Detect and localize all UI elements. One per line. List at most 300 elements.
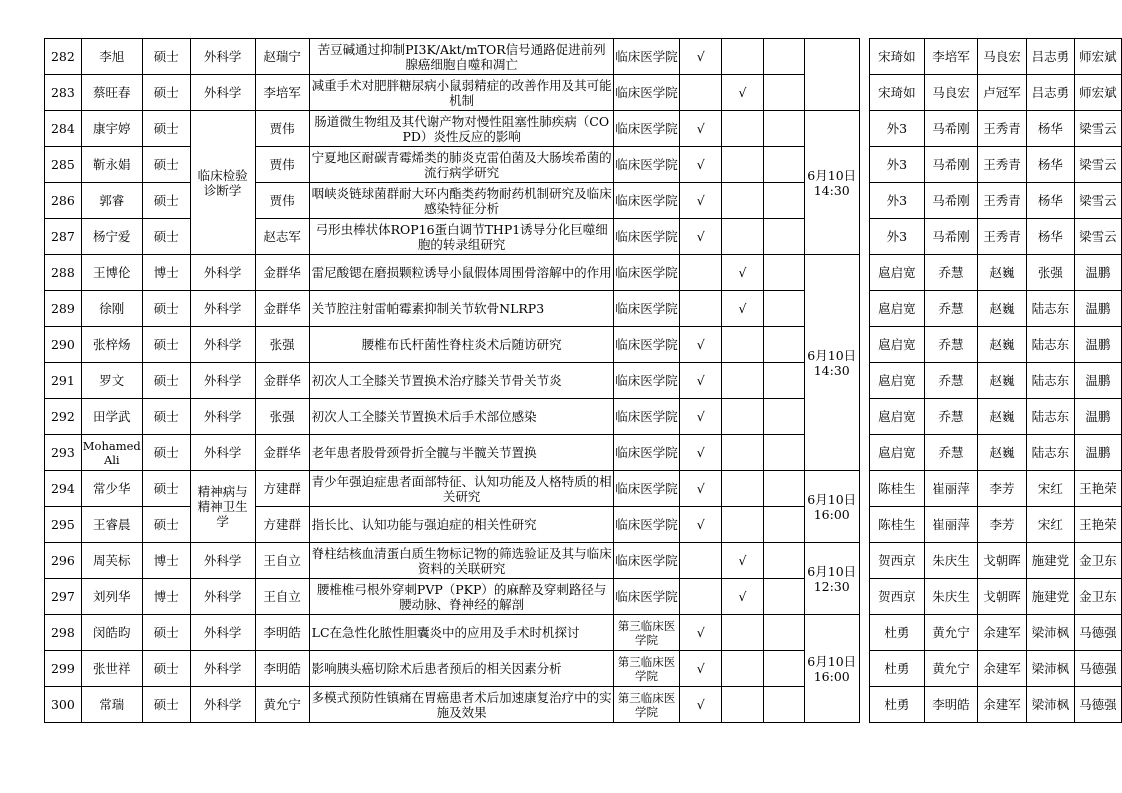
- major: 外科学: [190, 543, 255, 579]
- degree: 硕士: [142, 39, 190, 75]
- blank-cell: [763, 507, 804, 543]
- advisor: 李培军: [255, 75, 309, 111]
- committee-member: 李明皓: [924, 687, 977, 723]
- column-gap: [859, 39, 869, 75]
- committee-member: 梁雪云: [1074, 147, 1121, 183]
- thesis-title: 老年患者股骨颈骨折全髋与半髋关节置换: [309, 435, 613, 471]
- check-mark-a: √: [680, 471, 722, 507]
- check-mark-a: √: [680, 327, 722, 363]
- student-name: 郭睿: [81, 183, 142, 219]
- row-number: 294: [45, 471, 82, 507]
- check-mark-b: [722, 687, 763, 723]
- committee-member: 李芳: [978, 471, 1027, 507]
- major: 外科学: [190, 255, 255, 291]
- committee-member: 卢冠军: [978, 75, 1027, 111]
- college: 临床医学院: [613, 327, 680, 363]
- advisor: 金群华: [255, 363, 309, 399]
- major: 外科学: [190, 327, 255, 363]
- committee-member: 乔慧: [924, 435, 977, 471]
- degree: 硕士: [142, 471, 190, 507]
- check-mark-a: √: [680, 687, 722, 723]
- column-gap: [859, 579, 869, 615]
- check-mark-a: √: [680, 615, 722, 651]
- check-mark-a: √: [680, 183, 722, 219]
- committee-member: 赵巍: [978, 255, 1027, 291]
- degree: 硕士: [142, 615, 190, 651]
- committee-member: 温鹏: [1074, 327, 1121, 363]
- thesis-title: 初次人工全膝关节置换术治疗膝关节骨关节炎: [309, 363, 613, 399]
- student-name: 刘列华: [81, 579, 142, 615]
- column-gap: [859, 543, 869, 579]
- committee-chair: 扈启宽: [869, 291, 924, 327]
- committee-member: 赵巍: [978, 327, 1027, 363]
- committee-chair: 外3: [869, 183, 924, 219]
- major: 精神病与精神卫生学: [190, 471, 255, 543]
- committee-member: 崔丽萍: [924, 471, 977, 507]
- blank-cell: [763, 255, 804, 291]
- college: 临床医学院: [613, 543, 680, 579]
- college: 临床医学院: [613, 363, 680, 399]
- advisor: 王自立: [255, 579, 309, 615]
- advisor: 赵瑞宁: [255, 39, 309, 75]
- committee-member: 马良宏: [978, 39, 1027, 75]
- blank-cell: [763, 687, 804, 723]
- student-name: 田学武: [81, 399, 142, 435]
- advisor: 金群华: [255, 255, 309, 291]
- check-mark-b: √: [722, 543, 763, 579]
- blank-cell: [763, 147, 804, 183]
- committee-member: 马希刚: [924, 111, 977, 147]
- committee-chair: 杜勇: [869, 615, 924, 651]
- committee-member: 王秀青: [978, 183, 1027, 219]
- student-name: 李旭: [81, 39, 142, 75]
- column-gap: [859, 291, 869, 327]
- defense-schedule-table: [44, 38, 1122, 723]
- thesis-title: 肠道微生物组及其代谢产物对慢性阻塞性肺疾病（COPD）炎性反应的影响: [309, 111, 613, 147]
- committee-member: 马德强: [1074, 687, 1121, 723]
- row-number: 284: [45, 111, 82, 147]
- committee-member: 赵巍: [978, 291, 1027, 327]
- committee-chair: 贺西京: [869, 579, 924, 615]
- committee-member: 梁雪云: [1074, 219, 1121, 255]
- row-number: 290: [45, 327, 82, 363]
- major: 临床检验诊断学: [190, 111, 255, 255]
- student-name: 王博伦: [81, 255, 142, 291]
- advisor: 王自立: [255, 543, 309, 579]
- student-name: 罗文: [81, 363, 142, 399]
- check-mark-a: √: [680, 147, 722, 183]
- advisor: 李明皓: [255, 651, 309, 687]
- defense-time: 6月10日 16:00: [804, 471, 859, 543]
- college: 临床医学院: [613, 255, 680, 291]
- defense-time: 6月10日 16:00: [804, 615, 859, 723]
- check-mark-b: √: [722, 255, 763, 291]
- thesis-title: LC在急性化脓性胆囊炎中的应用及手术时机探讨: [309, 615, 613, 651]
- column-gap: [859, 327, 869, 363]
- thesis-title: 影响胰头癌切除术后患者预后的相关因素分析: [309, 651, 613, 687]
- table-row: [45, 471, 1122, 507]
- committee-member: 李芳: [978, 507, 1027, 543]
- committee-member: 马希刚: [924, 183, 977, 219]
- check-mark-a: [680, 579, 722, 615]
- committee-member: 陆志东: [1026, 435, 1074, 471]
- advisor: 金群华: [255, 291, 309, 327]
- check-mark-a: √: [680, 219, 722, 255]
- committee-member: 陆志东: [1026, 291, 1074, 327]
- thesis-title: 减重手术对肥胖糖尿病小鼠弱精症的改善作用及其可能机制: [309, 75, 613, 111]
- degree: 硕士: [142, 111, 190, 147]
- committee-member: 黄允宁: [924, 615, 977, 651]
- committee-member: 马德强: [1074, 651, 1121, 687]
- degree: 硕士: [142, 687, 190, 723]
- major: 外科学: [190, 363, 255, 399]
- degree: 硕士: [142, 75, 190, 111]
- table-row: [45, 255, 1122, 291]
- check-mark-b: √: [722, 291, 763, 327]
- table-row: [45, 687, 1122, 723]
- committee-member: 杨华: [1026, 147, 1074, 183]
- committee-member: 陆志东: [1026, 363, 1074, 399]
- degree: 博士: [142, 579, 190, 615]
- check-mark-a: √: [680, 399, 722, 435]
- college: 第三临床医学院: [613, 651, 680, 687]
- committee-member: 李培军: [924, 39, 977, 75]
- committee-member: 乔慧: [924, 291, 977, 327]
- committee-chair: 外3: [869, 147, 924, 183]
- row-number: 288: [45, 255, 82, 291]
- college: 临床医学院: [613, 579, 680, 615]
- check-mark-b: [722, 327, 763, 363]
- degree: 硕士: [142, 435, 190, 471]
- student-name: 康宇婷: [81, 111, 142, 147]
- committee-member: 黄允宁: [924, 651, 977, 687]
- advisor: 金群华: [255, 435, 309, 471]
- student-name: 常瑞: [81, 687, 142, 723]
- college: 临床医学院: [613, 219, 680, 255]
- check-mark-b: [722, 39, 763, 75]
- committee-member: 王秀青: [978, 111, 1027, 147]
- committee-chair: 外3: [869, 219, 924, 255]
- committee-chair: 扈启宽: [869, 363, 924, 399]
- committee-member: 余建军: [978, 615, 1027, 651]
- blank-cell: [763, 651, 804, 687]
- blank-cell: [763, 75, 804, 111]
- thesis-title: 宁夏地区耐碳青霉烯类的肺炎克雷伯菌及大肠埃希菌的流行病学研究: [309, 147, 613, 183]
- table-row: [45, 435, 1122, 471]
- table-row: [45, 39, 1122, 75]
- committee-member: 施建党: [1026, 579, 1074, 615]
- table-row: [45, 579, 1122, 615]
- committee-chair: 陈桂生: [869, 507, 924, 543]
- column-gap: [859, 183, 869, 219]
- committee-member: 宋红: [1026, 507, 1074, 543]
- college: 临床医学院: [613, 39, 680, 75]
- college: 临床医学院: [613, 507, 680, 543]
- committee-member: 朱庆生: [924, 579, 977, 615]
- committee-member: 杨华: [1026, 111, 1074, 147]
- column-gap: [859, 507, 869, 543]
- check-mark-b: √: [722, 579, 763, 615]
- college: 临床医学院: [613, 147, 680, 183]
- student-name: 王睿晨: [81, 507, 142, 543]
- committee-member: 赵巍: [978, 363, 1027, 399]
- advisor: 方建群: [255, 471, 309, 507]
- table-row: [45, 399, 1122, 435]
- advisor: 张强: [255, 327, 309, 363]
- college: 临床医学院: [613, 75, 680, 111]
- committee-chair: 扈启宽: [869, 435, 924, 471]
- degree: 硕士: [142, 363, 190, 399]
- column-gap: [859, 435, 869, 471]
- college: 临床医学院: [613, 399, 680, 435]
- blank-cell: [763, 615, 804, 651]
- row-number: 283: [45, 75, 82, 111]
- column-gap: [859, 219, 869, 255]
- committee-member: 王艳荣: [1074, 507, 1121, 543]
- advisor: 贾伟: [255, 183, 309, 219]
- column-gap: [859, 147, 869, 183]
- committee-member: 梁沛枫: [1026, 615, 1074, 651]
- blank-cell: [763, 543, 804, 579]
- row-number: 289: [45, 291, 82, 327]
- thesis-title: 弓形虫棒状体ROP16蛋白调节THP1诱导分化巨噬细胞的转录组研究: [309, 219, 613, 255]
- student-name: 徐刚: [81, 291, 142, 327]
- college: 第三临床医学院: [613, 615, 680, 651]
- row-number: 291: [45, 363, 82, 399]
- blank-cell: [763, 399, 804, 435]
- committee-member: 梁沛枫: [1026, 651, 1074, 687]
- major: 外科学: [190, 687, 255, 723]
- row-number: 298: [45, 615, 82, 651]
- row-number: 292: [45, 399, 82, 435]
- check-mark-b: [722, 183, 763, 219]
- check-mark-a: √: [680, 651, 722, 687]
- row-number: 296: [45, 543, 82, 579]
- committee-member: 马德强: [1074, 615, 1121, 651]
- committee-member: 乔慧: [924, 255, 977, 291]
- check-mark-b: [722, 471, 763, 507]
- column-gap: [859, 363, 869, 399]
- column-gap: [859, 687, 869, 723]
- advisor: 赵志军: [255, 219, 309, 255]
- check-mark-a: [680, 255, 722, 291]
- committee-chair: 扈启宽: [869, 399, 924, 435]
- committee-member: 马希刚: [924, 147, 977, 183]
- committee-member: 师宏斌: [1074, 39, 1121, 75]
- committee-chair: 扈启宽: [869, 255, 924, 291]
- check-mark-a: √: [680, 363, 722, 399]
- advisor: 张强: [255, 399, 309, 435]
- degree: 硕士: [142, 291, 190, 327]
- committee-chair: 陈桂生: [869, 471, 924, 507]
- row-number: 282: [45, 39, 82, 75]
- degree: 硕士: [142, 399, 190, 435]
- college: 临床医学院: [613, 111, 680, 147]
- student-name: 周芙标: [81, 543, 142, 579]
- row-number: 286: [45, 183, 82, 219]
- committee-member: 杨华: [1026, 183, 1074, 219]
- committee-member: 温鹏: [1074, 435, 1121, 471]
- check-mark-a: √: [680, 507, 722, 543]
- blank-cell: [763, 363, 804, 399]
- check-mark-b: [722, 651, 763, 687]
- degree: 硕士: [142, 219, 190, 255]
- check-mark-a: √: [680, 39, 722, 75]
- committee-member: 温鹏: [1074, 363, 1121, 399]
- committee-member: 金卫东: [1074, 579, 1121, 615]
- major: 外科学: [190, 579, 255, 615]
- major: 外科学: [190, 291, 255, 327]
- degree: 博士: [142, 255, 190, 291]
- row-number: 287: [45, 219, 82, 255]
- committee-member: 戈朝晖: [978, 543, 1027, 579]
- degree: 博士: [142, 543, 190, 579]
- committee-member: 梁雪云: [1074, 183, 1121, 219]
- student-name: 张梓炀: [81, 327, 142, 363]
- thesis-title: 青少年强迫症患者面部特征、认知功能及人格特质的相关研究: [309, 471, 613, 507]
- blank-cell: [763, 183, 804, 219]
- row-number: 293: [45, 435, 82, 471]
- thesis-title: 关节腔注射雷帕霉素抑制关节软骨NLRP3: [309, 291, 613, 327]
- advisor: 黄允宁: [255, 687, 309, 723]
- check-mark-b: [722, 399, 763, 435]
- college: 第三临床医学院: [613, 687, 680, 723]
- committee-member: 王艳荣: [1074, 471, 1121, 507]
- table-row: [45, 615, 1122, 651]
- college: 临床医学院: [613, 435, 680, 471]
- major: 外科学: [190, 615, 255, 651]
- defense-time: 6月10日 14:30: [804, 111, 859, 255]
- check-mark-a: [680, 291, 722, 327]
- table-row: [45, 363, 1122, 399]
- blank-cell: [763, 435, 804, 471]
- degree: 硕士: [142, 183, 190, 219]
- thesis-title: 脊柱结核血清蛋白质生物标记物的筛选验证及其与临床资料的关联研究: [309, 543, 613, 579]
- column-gap: [859, 111, 869, 147]
- committee-chair: 杜勇: [869, 651, 924, 687]
- committee-chair: 扈启宽: [869, 327, 924, 363]
- blank-cell: [763, 39, 804, 75]
- check-mark-b: [722, 147, 763, 183]
- committee-member: 乔慧: [924, 327, 977, 363]
- advisor: 贾伟: [255, 147, 309, 183]
- check-mark-a: [680, 75, 722, 111]
- committee-chair: 贺西京: [869, 543, 924, 579]
- college: 临床医学院: [613, 291, 680, 327]
- row-number: 285: [45, 147, 82, 183]
- major: 外科学: [190, 651, 255, 687]
- committee-chair: 外3: [869, 111, 924, 147]
- committee-member: 梁沛枫: [1026, 687, 1074, 723]
- major: 外科学: [190, 75, 255, 111]
- defense-time: 6月10日 14:30: [804, 255, 859, 471]
- thesis-title: 咽峡炎链球菌群耐大环内酯类药物耐药机制研究及临床感染特征分析: [309, 183, 613, 219]
- committee-member: 吕志勇: [1026, 75, 1074, 111]
- degree: 硕士: [142, 507, 190, 543]
- column-gap: [859, 471, 869, 507]
- committee-member: 马良宏: [924, 75, 977, 111]
- advisor: 李明皓: [255, 615, 309, 651]
- column-gap: [859, 399, 869, 435]
- college: 临床医学院: [613, 183, 680, 219]
- thesis-title: 苦豆碱通过抑制PI3K/Akt/mTOR信号通路促进前列腺癌细胞自噬和凋亡: [309, 39, 613, 75]
- committee-member: 戈朝晖: [978, 579, 1027, 615]
- blank-cell: [763, 111, 804, 147]
- column-gap: [859, 75, 869, 111]
- thesis-title: 腰椎布氏杆菌性脊柱炎术后随访研究: [309, 327, 613, 363]
- table-row: [45, 111, 1122, 147]
- check-mark-b: [722, 219, 763, 255]
- committee-chair: 宋琦如: [869, 39, 924, 75]
- committee-member: 温鹏: [1074, 255, 1121, 291]
- row-number: 295: [45, 507, 82, 543]
- committee-member: 宋红: [1026, 471, 1074, 507]
- student-name: 蔡旺春: [81, 75, 142, 111]
- column-gap: [859, 255, 869, 291]
- table-row: [45, 75, 1122, 111]
- committee-chair: 杜勇: [869, 687, 924, 723]
- major: 外科学: [190, 399, 255, 435]
- major: 外科学: [190, 435, 255, 471]
- blank-cell: [763, 579, 804, 615]
- student-name: 张世祥: [81, 651, 142, 687]
- committee-member: 金卫东: [1074, 543, 1121, 579]
- blank-cell: [763, 219, 804, 255]
- table-row: [45, 543, 1122, 579]
- committee-member: 陆志东: [1026, 399, 1074, 435]
- student-name: Mohamed Ali: [81, 435, 142, 471]
- blank-cell: [763, 291, 804, 327]
- column-gap: [859, 651, 869, 687]
- committee-member: 梁雪云: [1074, 111, 1121, 147]
- committee-member: 崔丽萍: [924, 507, 977, 543]
- advisor: 贾伟: [255, 111, 309, 147]
- committee-member: 余建军: [978, 687, 1027, 723]
- committee-member: 师宏斌: [1074, 75, 1121, 111]
- blank-cell: [763, 327, 804, 363]
- major: 外科学: [190, 39, 255, 75]
- column-gap: [859, 615, 869, 651]
- thesis-title: 雷尼酸锶在磨损颗粒诱导小鼠假体周围骨溶解中的作用: [309, 255, 613, 291]
- committee-member: 赵巍: [978, 399, 1027, 435]
- college: 临床医学院: [613, 471, 680, 507]
- committee-member: 乔慧: [924, 363, 977, 399]
- check-mark-b: √: [722, 75, 763, 111]
- committee-member: 乔慧: [924, 399, 977, 435]
- degree: 硕士: [142, 327, 190, 363]
- committee-member: 施建党: [1026, 543, 1074, 579]
- student-name: 杨宁爱: [81, 219, 142, 255]
- row-number: 300: [45, 687, 82, 723]
- committee-chair: 宋琦如: [869, 75, 924, 111]
- degree: 硕士: [142, 651, 190, 687]
- committee-member: 杨华: [1026, 219, 1074, 255]
- committee-member: 温鹏: [1074, 399, 1121, 435]
- check-mark-a: √: [680, 111, 722, 147]
- table-row: [45, 651, 1122, 687]
- check-mark-b: [722, 507, 763, 543]
- committee-member: 赵巍: [978, 435, 1027, 471]
- blank-cell: [763, 471, 804, 507]
- committee-member: 张强: [1026, 255, 1074, 291]
- check-mark-b: [722, 111, 763, 147]
- student-name: 常少华: [81, 471, 142, 507]
- committee-member: 马希刚: [924, 219, 977, 255]
- degree: 硕士: [142, 147, 190, 183]
- committee-member: 余建军: [978, 651, 1027, 687]
- thesis-title: 多模式预防性镇痛在胃癌患者术后加速康复治疗中的实施及效果: [309, 687, 613, 723]
- check-mark-b: [722, 435, 763, 471]
